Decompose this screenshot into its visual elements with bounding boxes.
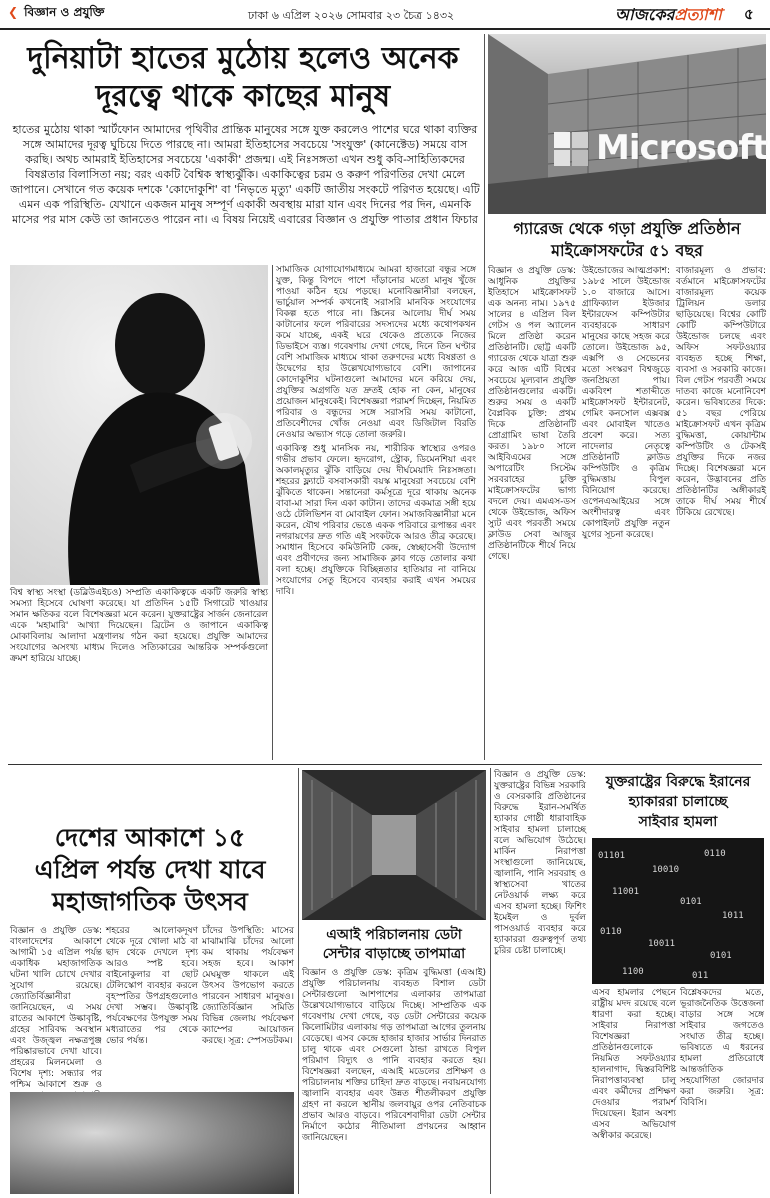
datacenter-photo — [302, 770, 486, 920]
celestial-headline-line-3: মহাজাগতিক উৎসব — [52, 887, 248, 916]
microsoft-headline — [488, 218, 766, 262]
svg-text:0110: 0110 — [704, 849, 726, 859]
celestial-column-b: শহরের আলোকদূষণ থেকে দূরে খোলা মাঠ বা ছাদ থেকে দেখলে দৃশ্য আরও স্পষ্ট হবে। বাইনোকুলার বা ছোট টেলিস্কোপ ব্যবহার করলে বৃহস্পতির উপগ্রহগুলোও দেখা সম্ভব। উল্কাবৃষ্টি পর্যবেক্ষণের উপযুক্ত সময় মধ্যরাতের পর থেকে ভোর পর্যন্ত। — [106, 926, 198, 1046]
celestial-column-a: বিজ্ঞান ও প্রযুক্তি ডেস্ক: বাংলাদেশের আকাশে আগামী ১৫ এপ্রিল পর্যন্ত একাধিক মহাজাগতিক ঘটনা খালি চোখে দেখার সুযোগ রয়েছে। জ্যোতির্বিজ্ঞানীরা জানিয়েছেন, এ সময় রাতের আকাশে উল্কাবৃষ্টি, গ্রহের সারিবদ্ধ অবস্থান এবং উজ্জ্বল নক্ষত্রপুঞ্জ পরিষ্কারভাবে দেখা যাবে। প্রহরের মিলনমেলা ও বিশেষ দৃশ্য: সন্ধ্যার পর পশ্চিম আকাশে শুক্র ও — [10, 926, 102, 1090]
microsoft-headline-line-2: মাইক্রোসফটের ৫১ বছর — [551, 241, 703, 260]
microsoft-headline-line-1: গ্যারেজ থেকে গড়া প্রযুক্তি প্রতিষ্ঠান — [513, 219, 741, 238]
iran-headline-line-3: সাইবার হামলা — [638, 814, 718, 830]
column-divider — [272, 265, 273, 760]
svg-text:1100: 1100 — [622, 967, 644, 977]
datacenter-headline-line-2: সেন্টার বাড়াচ্ছে তাপমাত্রা — [322, 946, 466, 962]
datacenter-column: বিজ্ঞান ও প্রযুক্তি ডেস্ক: কৃত্রিম বুদ্ধিমত্তা (এআই) প্রযুক্তি পরিচালনায় ব্যবহৃত বিশাল ডেটা সেন্টারগুলো আশপাশের এলাকার তাপমাত্রা উল্লেখযোগ্যভাবে বাড়িয়ে দিচ্ছে। সাম্প্রতিক এক গবেষণায় দেখা গেছে, বড় ডেটা সেন্টারের কয়েক কিলোমিটার এলাকায় গড় তাপমাত্রা আগের তুলনায় বেড়েছে। এসব কেন্দ্রে হাজার হাজার সার্ভার দিনরাত চালু থাকে এবং সেগুলো ঠান্ডা রাখতে বিপুল পরিমাণ বিদ্যুৎ ও পানি ব্যবহার করতে হয়। বিশেষজ্ঞরা বলছেন, এআই মডেলের প্রশিক্ষণ ও পরিচালনায় শক্তির চাহিদা দ্রুত বাড়ছে। নবায়নযোগ্য জ্বালানি ব্যবহার এবং উন্নত শীতলীকরণ প্রযুক্তি গ্রহণ না করলে স্থানীয় জলবায়ুর ওপর নেতিবাচক প্রভাব আরও বাড়বে। পরিবেশবাদীরা ডেটা সেন্টার নির্মাণে কঠোর নীতিমালা প্রণয়নের আহ্বান জানিয়েছেন। — [302, 968, 486, 1143]
lead-intro: হাতের মুঠোয় থাকা স্মার্টফোন আমাদের পৃথিবীর প্রান্তিক মানুষের সঙ্গে যুক্ত করলেও পাশের ঘরে থাকা ব্যক্তির সঙ্গে আমাদের দূরত্ব ঘুচিয়ে দিতে পারছে না। আমরা ইতিহাসের সবচেয়ে 'সংযুক্ত' (কানেক্টেড) সময়ে বাস করছি। অথচ আমরাই ইতিহাসের সবচেয়ে 'একাকী' প্রজন্ম। এই নিঃসঙ্গতা এখন শুধু কবি-সাহিত্যিকদের বিষণ্ণতার বিলাসিতা নয়; বরং একটি বৈশ্বিক স্বাস্থ্যঝুঁকি। একাকিত্বের চরম ও করুণ পরিণতির দেখা মেলে জাপানে। সেখানে গত কয়েক দশকে 'কোদোকুশি' বা 'নিভৃতে মৃত্যু' একটি জাতীয় সংকটে পরিণত হয়েছে। এটি এমন এক পরিস্থিতি- যেখানে একজন মানুষ সম্পূর্ণ একাকী অবস্থায় মারা যান এবং দিনের পর দিন, এমনকি মাসের পর মাস কেউ তা জানতেও পারেন না। এ বিষয় নিয়েই এবারের বিজ্ঞান ও প্রযুক্তি পাতার প্রধান ফিচার — [10, 123, 480, 226]
svg-text:10010: 10010 — [652, 865, 680, 875]
svg-text:0101: 0101 — [680, 897, 702, 907]
issue-date: ঢাকা ৬ এপ্রিল ২০২৬ সোমবার ২৩ চৈত্র ১৪৩২ — [248, 9, 455, 22]
microsoft-wordmark: Microsoft — [596, 128, 768, 168]
page-header — [0, 0, 770, 30]
section-label: বিজ্ঞান ও প্রযুক্তি — [24, 5, 105, 19]
lead-headline-line-1: দুনিয়াটা হাতের মুঠোয় হলেও অনেক — [27, 41, 459, 76]
server-corridor-graphic — [302, 770, 486, 920]
person-phone-photo — [10, 265, 268, 585]
microsoft-logo — [554, 132, 588, 170]
lead-column-1: বিশ্ব স্বাস্থ্য সংস্থা (ডব্লিউএইচও) সম্প্রতি একাকিত্বকে একটি জরুরি স্বাস্থ্য সমস্যা হিসেবে ঘোষণা করেছে। যা প্রতিদিন ১৫টি সিগারেট খাওয়ার সমান ক্ষতিকর বলে বিশেষজ্ঞরা মনে করেন। যুক্তরাষ্ট্রের সার্জন জেনারেল একে 'মহামারি' আখ্যা দিয়েছেন। ব্রিটেন ও জাপানে একাকিত্ব মোকাবিলায় আলাদা মন্ত্রণালয় গঠন করা হয়েছে। প্রযুক্তি আমাদের সংযোগের অসংখ্য মাধ্যম দিলেও সত্যিকারের আন্তরিক সম্পর্কগুলো ক্রমশ হারিয়ে যাচ্ছে। — [10, 588, 268, 664]
night-sky-photo — [10, 1092, 294, 1194]
page-number: ৫ — [744, 5, 754, 23]
lead-column-2-text-b: একাকিত্ব শুধু মানসিক নয়, শারীরিক স্বাস্থ্যের ওপরও গভীর প্রভাব ফেলে। হৃদরোগ, স্ট্রোক, ডিমেনশিয়া এবং অকালমৃত্যুর ঝুঁকি বাড়িয়ে দেয় দীর্ঘমেয়াদি নিঃসঙ্গতা। শহরের ফ্ল্যাটে বসবাসকারী বয়স্ক মানুষেরা সবচেয়ে বেশি ঝুঁকিতে থাকেন। সন্তানেরা কর্মসূত্রে দূরে থাকায় অনেক বাবা-মা সারা দিন একা কাটান। তাদের একমাত্র সঙ্গী হয়ে ওঠে টেলিভিশন বা মোবাইল ফোন। সমাজবিজ্ঞানীরা মনে করেন, যৌথ পরিবার ভেঙে একক পরিবারে রূপান্তর এবং নগরায়ণের দ্রুত গতি এই সংকটকে আরও তীব্র করেছে। সমাধান হিসেবে কমিউনিটি কেন্দ্র, স্বেচ্ছাসেবী উদ্যোগ এবং প্রবীণদের জন্য সামাজিক ক্লাব গড়ে তোলার কথা বলা হচ্ছে। প্রযুক্তিকে বিচ্ছিন্নতার হাতিয়ার না বানিয়ে সংযোগের সেতু হিসেবে ব্যবহার করাই এখন সময়ের দাবি। — [276, 444, 476, 597]
svg-text:0110: 0110 — [600, 927, 622, 937]
iran-headline-line-2: হ্যাকাররা চালাচ্ছে — [628, 794, 728, 810]
column-divider — [490, 768, 491, 1194]
iran-headline-line-1: যুক্তরাষ্ট্রের বিরুদ্ধে ইরানের — [605, 774, 751, 790]
svg-text:011: 011 — [692, 971, 709, 981]
celestial-headline — [10, 822, 290, 918]
windows-logo-icon — [554, 132, 588, 166]
svg-text:1011: 1011 — [722, 911, 744, 921]
binary-code-photo — [592, 838, 764, 984]
microsoft-column-a: বিজ্ঞান ও প্রযুক্তি ডেস্ক: আধুনিক প্রযুক্তির ইতিহাসে মাইক্রোসফট এক অনন্য নাম। ১৯৭৫ সালের ৪ এপ্রিল বিল গেটস ও পল অ্যালেন মিলে প্রতিষ্ঠা করেন প্রতিষ্ঠানটি। ছোট্ট একটি গ্যারেজ থেকে যাত্রা শুরু করে আজ এটি বিশ্বের সবচেয়ে মূল্যবান প্রযুক্তি প্রতিষ্ঠানগুলোর একটি। শুরুর সময় ও একটি বৈপ্লবিক চুক্তি: প্রথম দিকে প্রতিষ্ঠানটি প্রোগ্রামিং ভাষা তৈরি করত। ১৯৮০ সালে আইবিএমের সঙ্গে অপারেটিং সিস্টেম সরবরাহের চুক্তি মাইক্রোসফটের ভাগ্য বদলে দেয়। এমএস-ডস থেকে উইন্ডোজ, অফিস স্যুট এবং পরবর্তী সময়ে ক্লাউড সেবা আজুর প্রতিষ্ঠানটিকে শীর্ষে নিয়ে গেছে। — [488, 266, 576, 562]
microsoft-column-b: উইন্ডোজের আত্মপ্রকাশ: ১৯৮৫ সালে উইন্ডোজ ১.০ বাজারে আসে। গ্রাফিক্যাল ইউজার ইন্টারফেস কম্পিউটার ব্যবহারকে সাধারণ মানুষের কাছে সহজ করে তোলে। উইন্ডোজ ৯৫, এক্সপি ও সেভেনের মতো সংস্করণ বিশ্বজুড়ে জনপ্রিয়তা পায়। একবিংশ শতাব্দীতে মাইক্রোসফট ইন্টারনেট, গেমিং কনসোল এক্সবক্স এবং মোবাইল খাতেও প্রবেশ করে। সত্য নাদেলার নেতৃত্বে প্রতিষ্ঠানটি ক্লাউড কম্পিউটিং ও কৃত্রিম বুদ্ধিমত্তায় বিপুল বিনিয়োগ করেছে। ওপেনএআইয়ের সঙ্গে অংশীদারত্ব এবং কোপাইলট প্রযুক্তি নতুন যুগের সূচনা করেছে। — [582, 266, 670, 540]
lead-headline — [8, 40, 478, 116]
svg-text:01101: 01101 — [598, 851, 626, 861]
building-graphic — [488, 34, 766, 214]
svg-text:0101: 0101 — [710, 951, 732, 961]
silhouette-graphic — [10, 265, 268, 585]
column-divider — [298, 768, 299, 1194]
celestial-headline-line-2: এপ্রিল পর্যন্ত দেখা যাবে — [34, 855, 266, 884]
celestial-headline-line-1: দেশের আকাশে ১৫ — [54, 823, 246, 852]
masthead-logo — [615, 2, 722, 29]
microsoft-column-c: বাজারমূল্য ও প্রভাব: বর্তমানে মাইক্রোসফটের বাজারমূল্য কয়েক ট্রিলিয়ন ডলার ছাড়িয়েছে। বিশ্বের কোটি কোটি কম্পিউটারে উইন্ডোজ চলছে এবং অফিস সফটওয়্যার ব্যবহৃত হচ্ছে শিক্ষা, ব্যবসা ও সরকারি কাজে। বিল গেটস পরবর্তী সময়ে দাতব্য কাজে মনোনিবেশ করেন। ভবিষ্যতের দিকে: ৫১ বছর পেরিয়ে মাইক্রোসফট এখন কৃত্রিম বুদ্ধিমত্তা, কোয়ান্টাম কম্পিউটিং ও টেকসই প্রযুক্তির দিকে নজর দিচ্ছে। বিশেষজ্ঞরা মনে করেন, উদ্ভাবনের প্রতি প্রতিষ্ঠানটির অঙ্গীকারই তাকে দীর্ঘ সময় শীর্ষে টিকিয়ে রেখেছে। — [676, 266, 766, 518]
lead-column-2-text: সামাজিক যোগাযোগমাধ্যমে আমরা হাজারো বন্ধুর সঙ্গে যুক্ত, কিন্তু বিপদে পাশে দাঁড়ানোর মতো মানুষ খুঁজে পাওয়া কঠিন হয়ে পড়ছে। মনোবিজ্ঞানীরা বলছেন, ভার্চুয়াল সম্পর্ক কখনোই সরাসরি মানবিক সংযোগের বিকল্প হতে পারে না। স্ক্রিনের আলোয় দীর্ঘ সময় কাটানোর ফলে পরিবারের সদস্যদের মধ্যে কথোপকথন কমে যাচ্ছে, একই ঘরে থেকেও প্রত্যেকে নিজের ডিভাইসে ব্যস্ত। গবেষণায় দেখা গেছে, দিনে তিন ঘণ্টার বেশি সামাজিক মাধ্যমে থাকা তরুণদের মধ্যে বিষণ্ণতা ও উদ্বেগের হার উল্লেখযোগ্যভাবে বেশি। জাপানের কোদোকুশির ঘটনাগুলো আমাদের মনে করিয়ে দেয়, প্রযুক্তির অগ্রগতি যত দ্রুতই হোক না কেন, মানুষের প্রয়োজন মানুষকেই। বিশেষজ্ঞরা পরামর্শ দিচ্ছেন, নিয়মিত পরিবার ও বন্ধুদের সঙ্গে সরাসরি সময় কাটানো, প্রতিবেশীদের খোঁজ নেওয়া এবং ডিজিটাল বিরতি নেওয়ার অভ্যাস গড়ে তোলা জরুরি। — [276, 265, 476, 440]
celestial-column-c: চাঁদের উপস্থিতি: মাসের মাঝামাঝি চাঁদের আলো কম থাকায় পর্যবেক্ষণ সহজ হবে। আকাশ মেঘমুক্ত থাকলে এই উৎসব উপভোগ করতে পারবেন সাধারণ মানুষও। জ্যোতির্বিজ্ঞান সমিতি বিভিন্ন জেলায় পর্যবেক্ষণ ক্যাম্পের আয়োজন করছে। সূত্র: স্পেসডটকম। — [202, 926, 294, 1046]
iran-column-c: বিশ্লেষকদের মতে, ভূরাজনৈতিক উত্তেজনা বাড়ার সঙ্গে সঙ্গে সাইবার জগতেও সংঘাত তীব্র হচ্ছে। ভবিষ্যতে এ ধরনের হামলা প্রতিরোধে আন্তর্জাতিক সহযোগিতা জোরদার করা জরুরি। সূত্র: বিবিসি। — [680, 988, 764, 1108]
logo-part-b: প্রত্যাশা — [674, 5, 722, 24]
iran-column-a: বিজ্ঞান ও প্রযুক্তি ডেস্ক: যুক্তরাষ্ট্রের বিভিন্ন সরকারি ও বেসরকারি প্রতিষ্ঠানের বিরুদ্ধে ইরান-সমর্থিত হ্যাকার গোষ্ঠী ধারাবাহিক সাইবার হামলা চালাচ্ছে বলে অভিযোগ উঠেছে। মার্কিন নিরাপত্তা সংস্থাগুলো জানিয়েছে, জ্বালানি, পানি সরবরাহ ও স্বাস্থ্যসেবা খাতের নেটওয়ার্ক লক্ষ্য করে এসব হামলা হচ্ছে। ফিশিং ইমেইল ও দুর্বল পাসওয়ার্ড ব্যবহার করে হ্যাকাররা গুরুত্বপূর্ণ তথ্য চুরির চেষ্টা চালাচ্ছে। — [494, 770, 586, 956]
datacenter-headline-line-1: এআই পরিচালনায় ডেটা — [326, 927, 462, 943]
microsoft-building-photo — [488, 34, 766, 214]
column-divider — [484, 34, 485, 760]
iran-column-b: এসব হামলার পেছনে রাষ্ট্রীয় মদদ রয়েছে বলে ধারণা করা হচ্ছে। সাইবার নিরাপত্তা বিশেষজ্ঞরা প্রতিষ্ঠানগুলোকে নিয়মিত সফটওয়্যার হালনাগাদ, দ্বিস্তরবিশিষ্ট নিরাপত্তাব্যবস্থা চালু এবং কর্মীদের প্রশিক্ষণ দেওয়ার পরামর্শ দিয়েছেন। ইরান অবশ্য এসব অভিযোগ অস্বীকার করেছে। — [592, 988, 676, 1141]
logo-part-a: আজকের — [615, 5, 675, 24]
section-title — [8, 4, 104, 24]
datacenter-headline — [302, 926, 486, 964]
iran-headline — [592, 772, 764, 832]
lead-headline-line-2: দূরত্বে থাকে কাছের মানুষ — [95, 79, 391, 114]
lead-column-2 — [276, 265, 476, 760]
section-divider — [8, 764, 762, 765]
code-graphic — [592, 838, 764, 984]
arrow-icon: ❮ — [8, 5, 19, 19]
svg-text:10011: 10011 — [648, 939, 676, 949]
svg-text:11001: 11001 — [612, 887, 640, 897]
